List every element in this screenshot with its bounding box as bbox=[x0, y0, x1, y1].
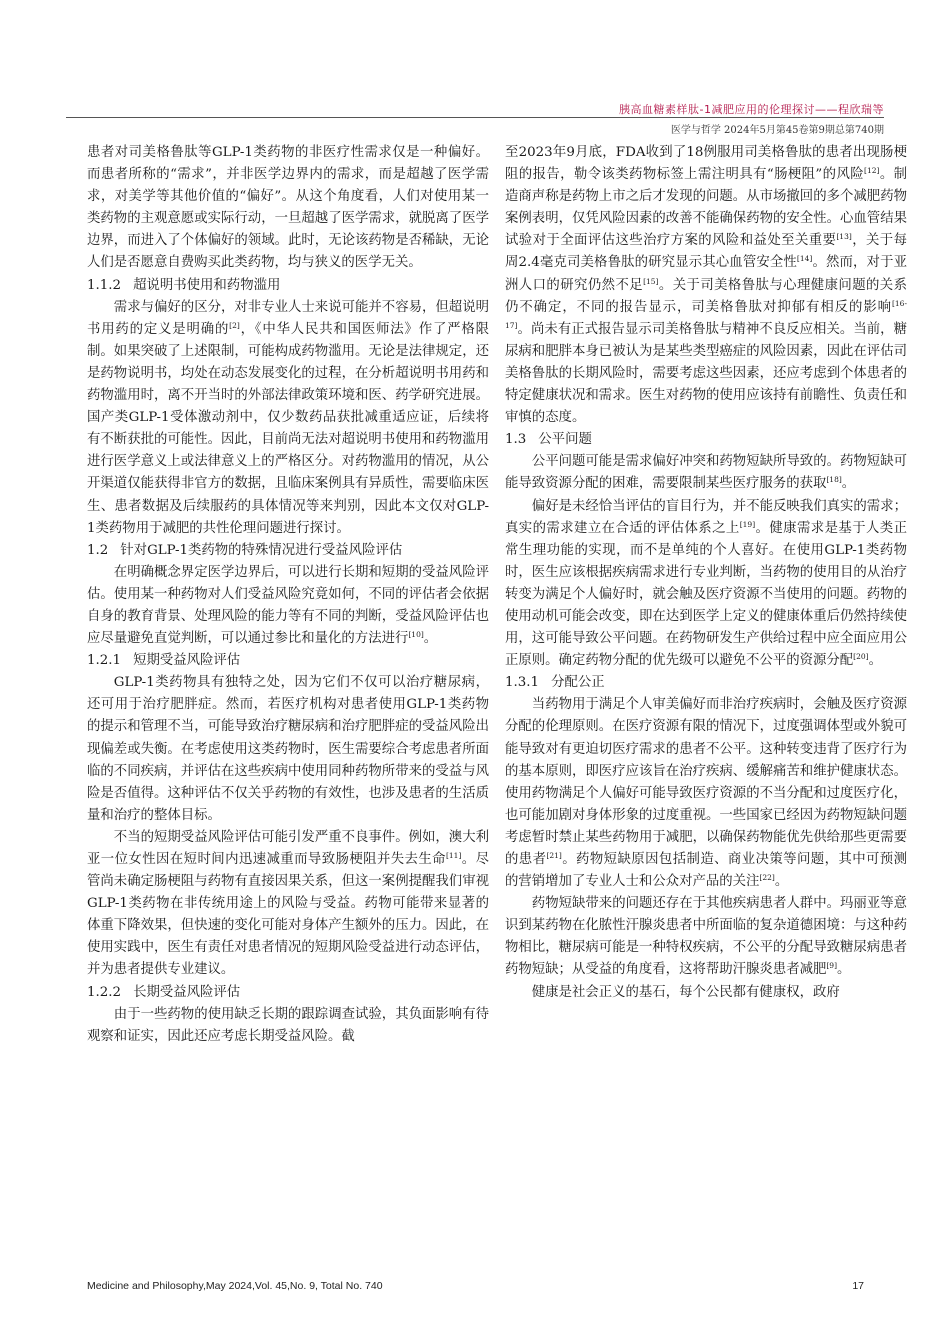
section-number: 1.2.1 bbox=[87, 653, 122, 669]
paragraph-text: 。尽管尚未确定肠梗阻与药物有直接因果关系，但这一案例提醒我们审视GLP-1类药物在非传统用途上的风险与受益。药物可能带来显著的体重下降效果，但快速的变化可能对身体产生额外的压力。因此，在使用实践中，医生有责任对患者情况的短期风险受益进行动态评估，并为患者提供专业建议。 bbox=[87, 852, 490, 978]
paragraph-text: 。尚未有正式报告显示司美格鲁肽与精神不良反应相关。当前，糖尿病和肥胖本身已被认为是某些类型癌症的风险因素，因此在评估司美格鲁肽的长期风险时，需要考虑这些因素，还应考虑到个体患者的特定健康状况和需求。医生对药物的使用应该持有前瞻性、负责任和审慎的态度。 bbox=[505, 321, 907, 426]
paragraph-text: 公平问题可能是需求偏好冲突和药物短缺所导致的。药物短缺可能导致资源分配的困难，需要限制某些医疗服务的获取 bbox=[505, 454, 907, 492]
section-heading bbox=[87, 540, 489, 562]
citation-ref: [19] bbox=[739, 519, 756, 529]
paragraph-text: 需求与偏好的区分，对非专业人士来说可能并不容易，但超说明书用药的定义是明确的 bbox=[87, 299, 489, 337]
paragraph-text: 。然而，对于亚洲人口的研究仍然不足 bbox=[505, 255, 907, 293]
section-number: 1.1.2 bbox=[87, 277, 122, 293]
paragraph bbox=[505, 451, 907, 495]
citation-ref: [12] bbox=[864, 166, 880, 176]
section-title: 长期受益风险评估 bbox=[133, 984, 241, 1000]
section-heading bbox=[87, 650, 489, 672]
paragraph: 患者对司美格鲁肽等GLP-1类药物的非医疗性需求仅是一种偏好。而患者所称的“需求”，并非医学边界内的需求，而是超越了医学需求，对美学等其他价值的“偏好”。从这个角度看，人们对使用某一类药物的主观意愿或实际行动，一旦超越了医学需求，就脱离了医学边界，而进入了个体偏好的领域。此时，无论该药物是否稀缺，无论人们是否愿意自费购买此类药物，均与狭义的医学无关。 bbox=[87, 145, 489, 271]
paragraph: GLP-1类药物具有独特之处，因为它们不仅可以治疗糖尿病，还可用于治疗肥胖症。然而，若医疗机构对患者使用GLP-1类药物的提示和管理不当，可能导致治疗糖尿病和治疗肥胖症的受益风险出现偏差或失衡。在考虑使用这类药物时，医生需要综合考虑患者所面临的不同疾病，并评估在这些疾病中使用同种药物所带来的受益与风险是否值得。这种评估不仅关乎药物的有效性，也涉及患者的生活质量和治疗的整体目标。 bbox=[87, 675, 489, 823]
section-number: 1.3.1 bbox=[505, 675, 540, 691]
paragraph-text: 。 bbox=[774, 874, 789, 890]
paragraph bbox=[505, 496, 907, 673]
paragraph-text: 。 bbox=[841, 476, 856, 492]
paragraph-text: 。健康需求是基于人类正常生理功能的实现，而不是单纯的个人喜好。在使用GLP-1类药物时，医生应该根据疾病需求进行专业判断，当药物的使用目的从治疗转变为满足个人偏好时，就会触及医疗资源不当使用的问题。药物的使用动机可能会改变，即在达到医学上定义的健康体重后仍然持续使用，这可能导致公平问题。在药物研发生产供给过程中应全面应用公正原则。确定药物分配的优先级可以避免不公平的资源分配 bbox=[505, 520, 908, 669]
citation-ref: [18] bbox=[826, 475, 842, 485]
citation-ref: [2] bbox=[229, 320, 240, 330]
paragraph-text: 。制造商声称是药物上市之后才发现的问题。从市场撤回的多个减肥药物案例表明，仅凭风险因素的改善不能确保药物的安全性。心血管结果试验对于全面评估这些治疗方案的风险和益处至关重要 bbox=[505, 167, 908, 249]
paragraph-text: 至2023年9月底，FDA收到了18例服用司美格鲁肽的患者出现肠梗阻的报告，勒令该类药物标签上需注明具有“肠梗阻”的风险 bbox=[505, 145, 907, 183]
right-column bbox=[505, 142, 907, 1004]
paragraph bbox=[87, 827, 489, 982]
citation-ref: [14] bbox=[796, 254, 813, 264]
paragraph-text: 。 bbox=[423, 631, 438, 647]
paragraph bbox=[505, 694, 907, 893]
citation-ref: [20] bbox=[853, 652, 869, 662]
running-header-title: 胰高血糖素样肽-1减肥应用的伦理探讨——程欣瑞等 bbox=[619, 103, 884, 116]
paragraph bbox=[87, 297, 489, 540]
citation-ref: [13] bbox=[836, 232, 852, 242]
paragraph-text: 。 bbox=[837, 962, 851, 978]
citation-ref: [16-17] bbox=[505, 298, 907, 330]
paragraph bbox=[505, 142, 907, 429]
section-title: 超说明书使用和药物滥用 bbox=[133, 277, 281, 293]
page-number: 17 bbox=[852, 1280, 864, 1292]
section-heading bbox=[505, 429, 907, 451]
section-heading bbox=[87, 982, 489, 1004]
paragraph-text: 。 bbox=[868, 653, 882, 669]
section-title: 公平问题 bbox=[538, 432, 592, 448]
paragraph-text: ，《中华人民共和国医师法》作了严格限制。如果突破了上述限制，可能构成药物滥用。无论是法律规定，还是药物说明书，均处在动态发展变化的过程，在分析超说明书用药和药物滥用时，离不开当时的外部法律政策环境和医、药学研究进展。国产类GLP-1受体激动剂中，仅少数药品获批减重适应证，后续将有不断获批的可能性。因此，目前尚无法对超说明书使用和药物滥用进行医学意义上或法律意义上的严格区分。对药物滥用的情况，从公开渠道仅能获得非官方的数据，且临床案例具有异质性，需要临床医生、患者数据及后续服药的具体情况等来判别，因此本文仅对GLP-1类药物用于减肥的共性伦理问题进行探讨。 bbox=[87, 321, 489, 536]
paragraph-text: 当药物用于满足个人审美偏好而非治疗疾病时，会触及医疗资源分配的伦理原则。在医疗资源有限的情况下，过度强调体型或外貌可能导致对有更迫切医疗需求的患者不公平。这种转变违背了医疗行为的基本原则，即医疗应该旨在治疗疾病、缓解痛苦和维护健康状态。使用药物满足个人偏好可能导致医疗资源的不当分配和过度医疗化，也可能加剧对身体形象的过度重视。一些国家已经因为药物短缺问题考虑暂时禁止某些药物用于减肥，以确保药物能优先供给那些更需要的患者 bbox=[505, 697, 907, 867]
paragraph-text: 在明确概念界定医学边界后，可以进行长期和短期的受益风险评估。使用某一种药物对人们受益风险究竟如何，不同的评估者会依据自身的教育背景、处理风险的能力等有不同的判断，受益风险评估也应尽量避免直觉判断，可以通过参比和量化的方法进行 bbox=[87, 564, 489, 647]
section-heading bbox=[505, 672, 907, 694]
paragraph-text: 。关于司美格鲁肽与心理健康问题的关系仍不确定，不同的报告显示，司美格鲁肽对抑郁有相反的影响 bbox=[505, 277, 908, 315]
section-title: 针对GLP-1类药物的特殊情况进行受益风险评估 bbox=[120, 542, 403, 558]
running-header-journal: 医学与哲学 2024年5月第45卷第9期总第740期 bbox=[670, 125, 884, 136]
section-number: 1.3 bbox=[505, 432, 527, 448]
citation-ref: [9] bbox=[826, 961, 837, 971]
paragraph-text: 。药物短缺原因包括制造、商业决策等问题，其中可预测的营销增加了专业人士和公众对产品的关注 bbox=[505, 852, 907, 890]
paragraph: 由于一些药物的使用缺乏长期的跟踪调查试验，其负面影响有待观察和证实，因此还应考虑长期受益风险。截 bbox=[87, 1006, 489, 1044]
paragraph-text: ，关于每周2.4毫克司美格鲁肽的研究显示其心血管安全性 bbox=[505, 233, 908, 271]
citation-ref: [10] bbox=[408, 630, 424, 640]
section-number: 1.2 bbox=[87, 542, 109, 558]
paragraph-text: 不当的短期受益风险评估可能引发严重不良事件。例如，澳大利亚一位女性因在短时间内迅速减重而导致肠梗阻并失去生命 bbox=[87, 829, 489, 867]
paragraph: 健康是社会正义的基石，每个公民都有健康权，政府 bbox=[531, 984, 840, 1000]
section-heading bbox=[87, 275, 489, 297]
citation-ref: [21] bbox=[546, 851, 562, 860]
footer-citation: Medicine and Philosophy,May 2024,Vol. 45,No. 9, Total No. 740 bbox=[87, 1280, 383, 1292]
paragraph bbox=[505, 893, 907, 981]
citation-ref: [11] bbox=[445, 851, 462, 860]
section-title: 短期受益风险评估 bbox=[133, 653, 241, 669]
paragraph-text: 药物短缺带来的问题还存在于其他疾病患者人群中。玛丽亚等意识到某药物在化脓性汗腺炎患者中所面临的复杂道德困境：与这种药物相比，糖尿病可能是一种特权疾病，不公平的分配导致糖尿病患者药物短缺；从受益的角度看，这将帮助汗腺炎患者减肥 bbox=[505, 896, 907, 978]
paragraph bbox=[87, 562, 489, 650]
header-rule bbox=[66, 117, 884, 118]
citation-ref: [22] bbox=[759, 873, 775, 883]
section-title: 分配公正 bbox=[551, 675, 605, 691]
paragraph-text: 偏好是未经恰当评估的盲目行为，并不能反映我们真实的需求；真实的需求建立在合适的评估体系之上 bbox=[505, 498, 907, 536]
citation-ref: [15] bbox=[643, 276, 659, 286]
left-column bbox=[87, 142, 489, 1048]
section-number: 1.2.2 bbox=[87, 984, 122, 1000]
